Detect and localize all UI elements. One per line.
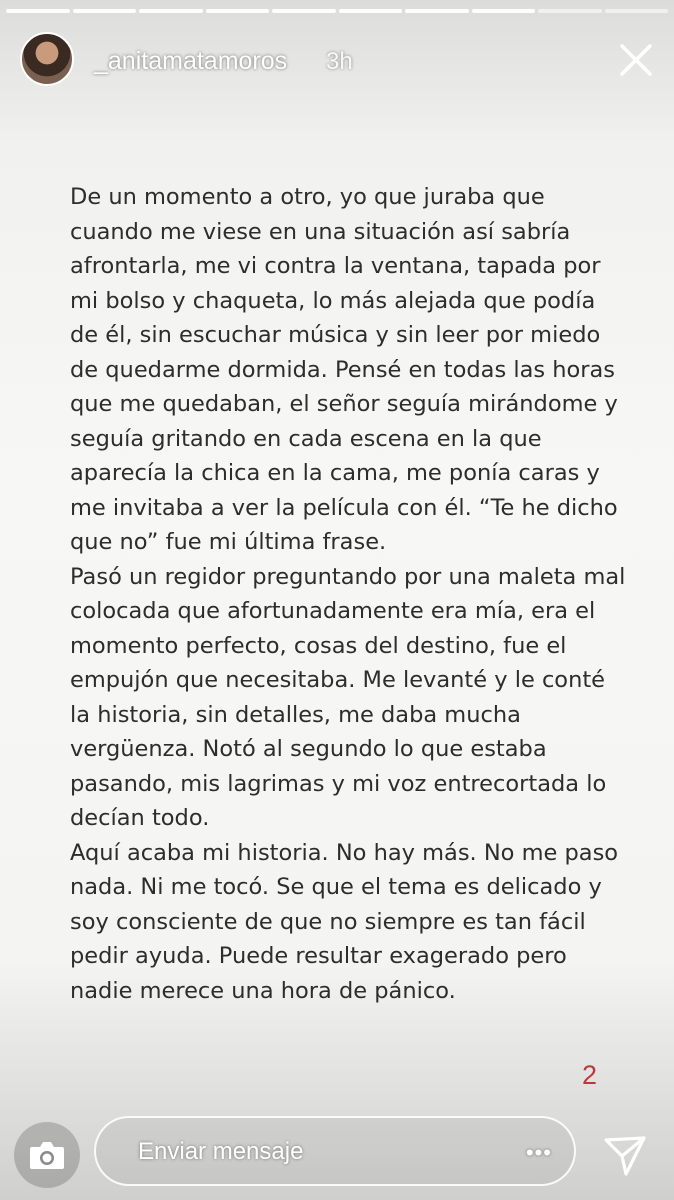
progress-segment [538,9,602,13]
page-number: 2 [582,1060,598,1090]
progress-segment [339,9,403,13]
story-paragraph-2: Pasó un regidor preguntando por una maleta mal colocada que afortunadamente era mía, era el momento perfecto, cosas del destino, fue el empujón que necesitaba. Me levanté y le conté la historia, sin detalles, me daba mucha vergüenza. Notó al segundo lo que estaba pasando, mis lagrimas y mi voz entrecortada lo decían todo. [70,563,626,831]
message-placeholder: Enviar mensaje [138,1138,304,1165]
progress-segment [139,9,203,13]
story-header [18,32,656,92]
progress-segment [405,9,469,13]
story-paragraph-1: De un momento a otro, yo que juraba que cuando me viese en una situación así sabría afrontarla, me vi contra la ventana, tapada por mi bolso y chaqueta, lo más alejada que podía de él, sin escuchar música y sin leer por miedo de quedarme dormida. Pensé en todas las horas que me quedaban, el señor seguía mirándome y seguía gritando en cada escena en la que aparecía la chica en la cama, me ponía caras y me invitaba a ver la película con él. “Te he dicho que no” fue mi última frase. [70,184,618,555]
message-input[interactable] [94,1116,576,1186]
camera-button[interactable] [14,1122,80,1188]
close-icon[interactable] [616,40,656,80]
send-icon[interactable] [602,1132,648,1178]
progress-segment [6,9,70,13]
more-options-icon[interactable]: ••• [525,1140,552,1165]
progress-segment [605,9,669,13]
camera-icon [28,1139,66,1171]
progress-segment [272,9,336,13]
progress-segment [73,9,137,13]
username[interactable]: _anitamatamoros [94,47,288,75]
post-time: 3h [326,48,353,75]
progress-segment [472,9,536,13]
story-progress-bar [6,9,668,13]
reply-bar [0,1112,674,1192]
avatar[interactable] [20,32,74,86]
progress-segment [206,9,270,13]
story-paragraph-3: Aquí acaba mi historia. No hay más. No me paso nada. Ni me tocó. Se que el tema es delicado y soy consciente de que no siempre es tan fácil pedir ayuda. Puede resultar exagerado pero nadie merece una hora de pánico. [70,839,619,1004]
story-text [70,180,630,1008]
